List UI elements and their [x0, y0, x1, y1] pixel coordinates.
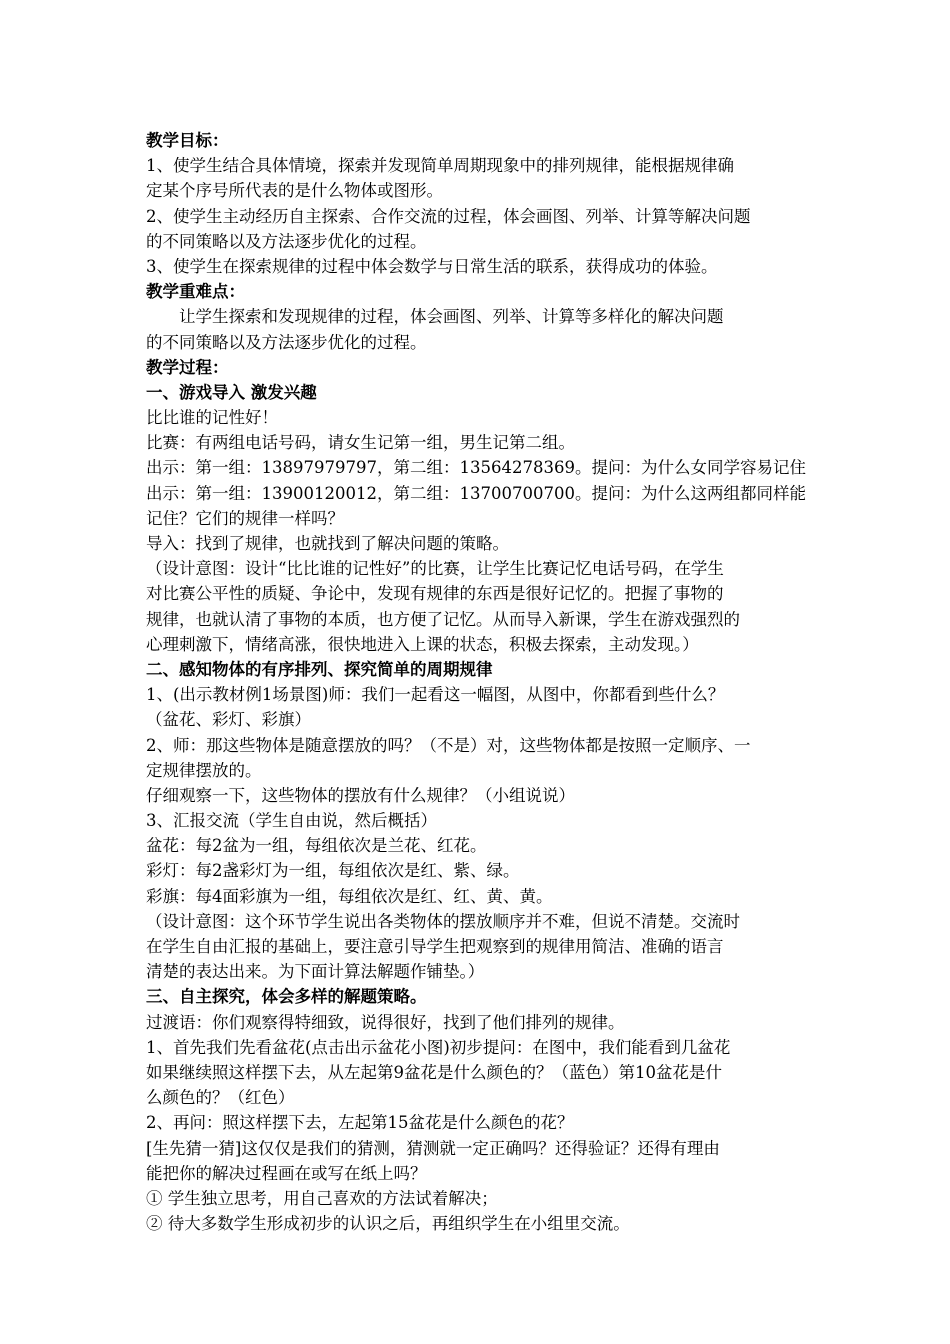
text-line: 彩灯：每2盏彩灯为一组，每组依次是红、紫、绿。: [146, 861, 520, 881]
text-line: ① 学生独立思考，用自己喜欢的方法试着解决；: [146, 1188, 498, 1208]
text-line: 能把你的解决过程画在或写在纸上吗？: [146, 1163, 427, 1183]
text-line: 1、使学生结合具体情境，探索并发现简单周期现象中的排列规律，能根据规律确: [146, 156, 734, 176]
text-line: 2、师：那这些物体是随意摆放的吗？（不是）对，这些物体都是按照一定顺序、一: [146, 735, 751, 755]
text-line: 比比谁的记性好！: [146, 408, 278, 428]
text-line: 定某个序号所代表的是什么物体或图形。: [146, 181, 443, 201]
text-line: 心理刺激下，情绪高涨，很快地进入上课的状态，积极去探索，主动发现。）: [146, 634, 699, 654]
text-line: 的不同策略以及方法逐步优化的过程。: [146, 231, 427, 251]
text-line: 记住？它们的规律一样吗？: [146, 508, 344, 528]
text-line: 导入：找到了规律，也就找到了解决问题的策略。: [146, 534, 509, 553]
text-line: ② 待大多数学生形成初步的认识之后，再组织学生在小组里交流。: [146, 1214, 630, 1234]
text-line: 清楚的表达出来。为下面计算法解题作铺垫。）: [146, 962, 485, 982]
text-line: 3、汇报交流（学生自由说，然后概括）: [146, 811, 437, 831]
text-line: 过渡语：你们观察得特细致，说得很好，找到了他们排列的规律。: [146, 1012, 625, 1032]
text-line: （设计意图：设计“比比谁的记性好”的比赛，让学生比赛记忆电话号码，在学生: [146, 559, 724, 579]
text-line: 在学生自由汇报的基础上，要注意引导学生把观察到的规律用简洁、准确的语言: [146, 937, 724, 956]
text-line: 2、再问：照这样摆下去，左起第15盆花是什么颜色的花？: [146, 1113, 574, 1133]
text-line: 2、使学生主动经历自主探索、合作交流的过程，体会画图、列举、计算等解决问题: [146, 206, 751, 226]
text-line: 1、(出示教材例1场景图)师：我们一起看这一幅图，从图中，你都看到些什么？: [146, 685, 725, 705]
text-line: 如果继续照这样摆下去，从左起第9盆花是什么颜色的？（蓝色）第10盆花是什: [146, 1062, 722, 1082]
section-heading: 教学目标：: [146, 131, 229, 150]
text-line: 定规律摆放的。: [146, 760, 262, 780]
text-line: 比赛：有两组电话号码，请女生记第一组，男生记第二组。: [146, 433, 575, 453]
text-line: 出示：第一组：13900120012，第二组：13700700700。提问：为什么这两组都同样能: [146, 483, 806, 503]
section-heading: 教学重难点：: [146, 282, 245, 302]
section-heading: 教学过程：: [146, 357, 229, 377]
section-heading: 三、自主探究，体会多样的解题策略。: [146, 987, 427, 1007]
text-line: 么颜色的？（红色）: [146, 1088, 295, 1108]
section-heading: 一、游戏导入 激发兴趣: [146, 382, 317, 402]
section-heading: 二、感知物体的有序排列、探究简单的周期规律: [146, 659, 493, 679]
text-line: （盆花、彩灯、彩旗）: [146, 710, 311, 730]
text-line: 1、首先我们先看盆花(点击出示盆花小图)初步提问：在图中，我们能看到几盆花: [146, 1037, 731, 1057]
text-line: （设计意图：这个环节学生说出各类物体的摆放顺序并不难，但说不清楚。交流时: [146, 911, 740, 931]
text-line: 仔细观察一下，这些物体的摆放有什么规律？（小组说说）: [146, 785, 575, 805]
text-line: 规律，也就认清了事物的本质，也方便了记忆。从而导入新课，学生在游戏强烈的: [146, 609, 740, 629]
text-line: 彩旗：每4面彩旗为一组，每组依次是红、红、黄、黄。: [146, 886, 553, 906]
text-line: 的不同策略以及方法逐步优化的过程。: [146, 332, 427, 352]
text-line: 盆花：每2盆为一组，每组依次是兰花、红花。: [146, 836, 487, 856]
text-line: 3、使学生在探索规律的过程中体会数学与日常生活的联系，获得成功的体验。: [146, 256, 718, 276]
document-page: [146, 128, 812, 1236]
text-line: 出示：第一组：13897979797，第二组：13564278369。提问：为什么女同学容易记住: [146, 458, 806, 478]
text-line: 对比赛公平性的质疑、争论中，发现有规律的东西是很好记忆的。把握了事物的: [146, 584, 724, 604]
text-line: [生先猜一猜]这仅仅是我们的猜测，猜测就一定正确吗？还得验证？还得有理由: [146, 1138, 720, 1158]
text-line: 让学生探索和发现规律的过程，体会画图、列举、计算等多样化的解决问题: [179, 307, 724, 327]
